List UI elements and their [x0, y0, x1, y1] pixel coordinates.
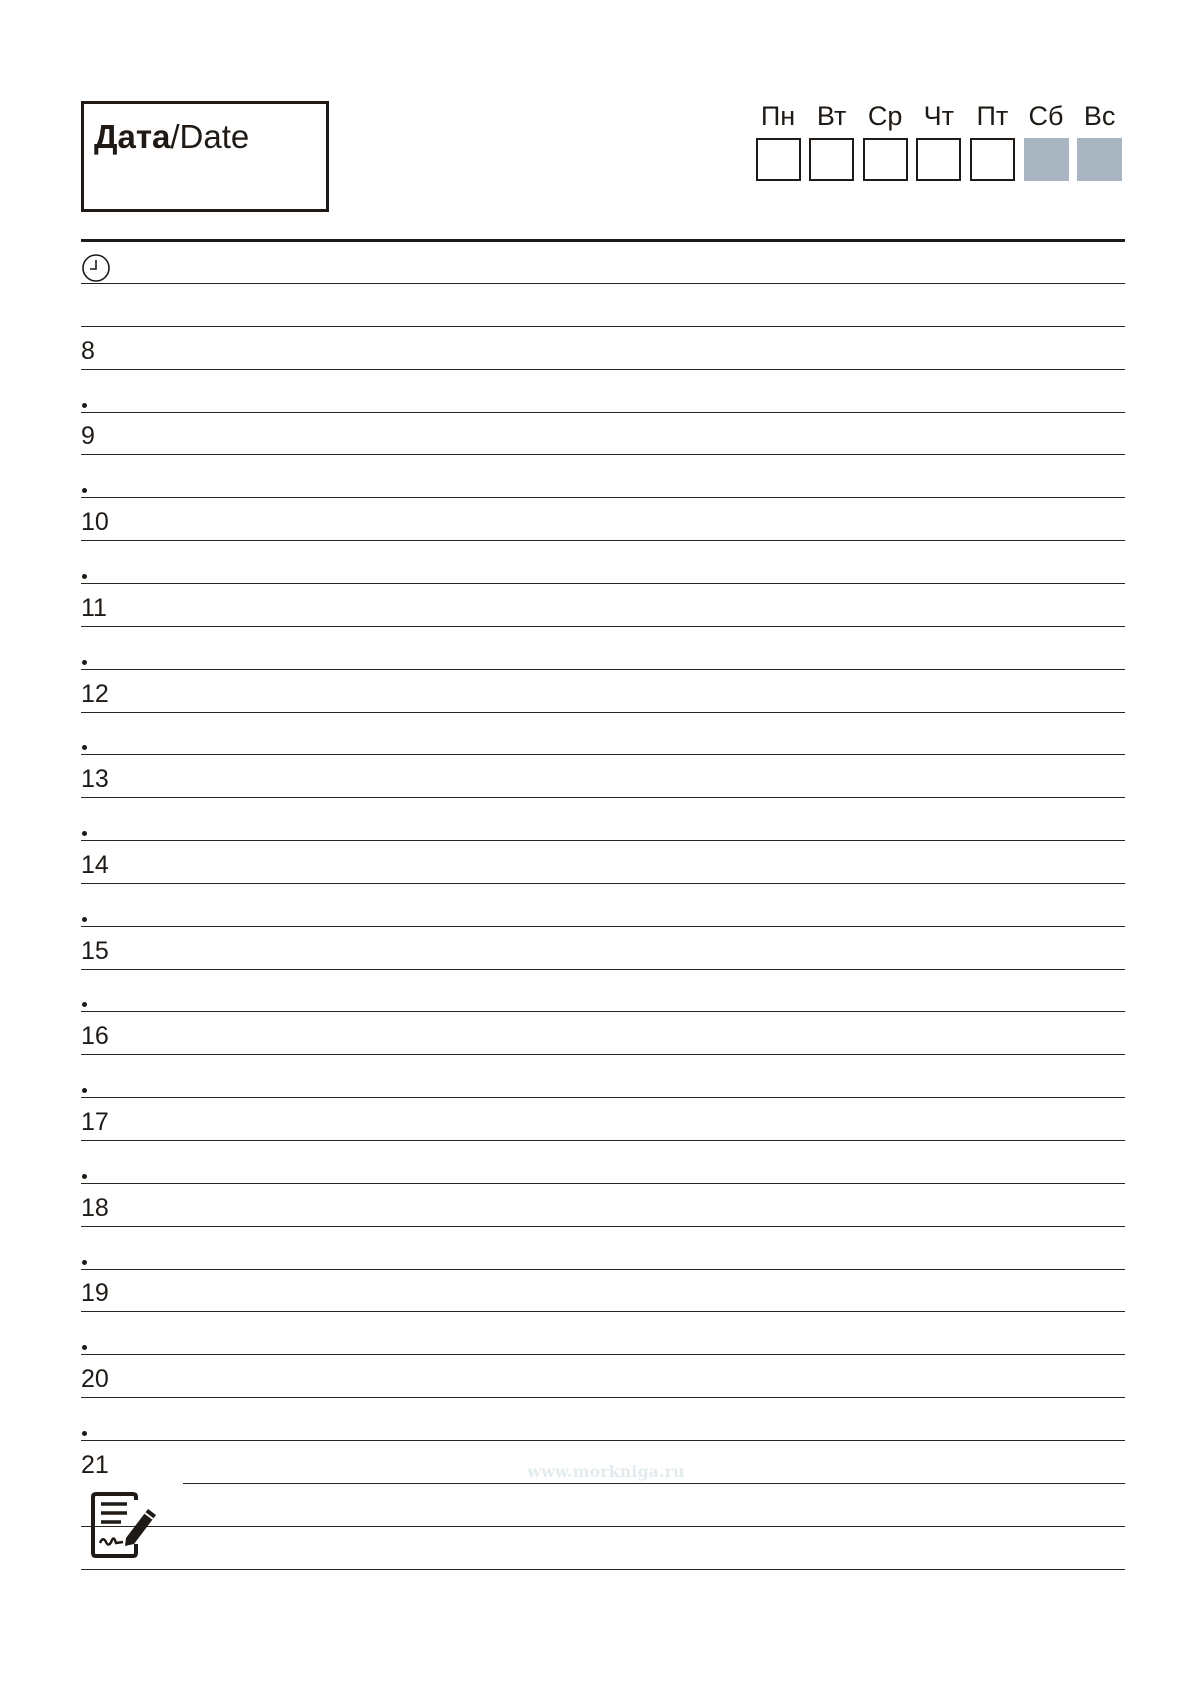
- hour-label: 15: [81, 937, 109, 965]
- schedule-line[interactable]: [81, 969, 1125, 970]
- schedule-line[interactable]: [81, 1226, 1125, 1227]
- half-hour-dot: [82, 574, 87, 579]
- hour-label: 17: [81, 1108, 109, 1136]
- watermark: www.morkniga.ru: [527, 1462, 685, 1481]
- schedule-line[interactable]: [81, 454, 1125, 455]
- weekday-checkbox[interactable]: [1024, 138, 1069, 181]
- notes-line[interactable]: [183, 1483, 1125, 1484]
- date-label-en: /Date: [170, 118, 250, 155]
- schedule-line[interactable]: [81, 712, 1125, 713]
- schedule-line[interactable]: [81, 926, 1125, 927]
- half-hour-dot: [82, 1345, 87, 1350]
- hour-label: 19: [81, 1279, 109, 1307]
- hour-label: 10: [81, 508, 109, 536]
- weekday-label: Пн: [760, 101, 796, 131]
- schedule-line[interactable]: [81, 1440, 1125, 1441]
- schedule-line[interactable]: [81, 883, 1125, 884]
- half-hour-dot: [82, 1088, 87, 1093]
- half-hour-dot: [82, 403, 87, 408]
- weekday-label: Чт: [923, 101, 954, 131]
- weekday-label: Вт: [816, 101, 847, 131]
- clock-icon: [81, 253, 111, 283]
- half-hour-dot: [82, 745, 87, 750]
- notes-line[interactable]: [81, 1569, 1125, 1570]
- hour-label: 20: [81, 1365, 109, 1393]
- weekday-2: [809, 96, 855, 181]
- weekday-label: Вс: [1083, 101, 1116, 131]
- half-hour-dot: [82, 1174, 87, 1179]
- schedule-line[interactable]: [81, 1311, 1125, 1312]
- schedule-line[interactable]: [81, 1140, 1125, 1141]
- weekday-checkbox[interactable]: [809, 138, 854, 181]
- half-hour-dot: [82, 488, 87, 493]
- schedule-line[interactable]: [81, 1097, 1125, 1098]
- date-title: [94, 118, 249, 156]
- half-hour-dot: [82, 1431, 87, 1436]
- hour-label: 8: [81, 337, 95, 365]
- hour-label: 16: [81, 1022, 109, 1050]
- weekday-label: Пт: [976, 101, 1009, 131]
- notes-line[interactable]: [81, 1526, 1125, 1527]
- schedule-line[interactable]: [81, 326, 1125, 327]
- hour-label: 11: [81, 594, 107, 622]
- weekday-checkbox[interactable]: [970, 138, 1015, 181]
- weekday-checkbox[interactable]: [756, 138, 801, 181]
- weekday-4: [916, 96, 962, 181]
- hour-label: 18: [81, 1194, 109, 1222]
- weekday-3: [862, 96, 908, 181]
- schedule-line[interactable]: [81, 369, 1125, 370]
- half-hour-dot: [82, 660, 87, 665]
- hour-label: 21: [81, 1451, 109, 1479]
- schedule-line[interactable]: [81, 283, 1125, 284]
- half-hour-dot: [82, 831, 87, 836]
- schedule-line[interactable]: [81, 1354, 1125, 1355]
- schedule-line[interactable]: [81, 1011, 1125, 1012]
- schedule-line[interactable]: [81, 1397, 1125, 1398]
- schedule-line[interactable]: [81, 626, 1125, 627]
- hour-label: 12: [81, 680, 109, 708]
- schedule-line[interactable]: [81, 840, 1125, 841]
- weekday-label: Сб: [1028, 101, 1064, 131]
- half-hour-dot: [82, 917, 87, 922]
- schedule-line[interactable]: [81, 1269, 1125, 1270]
- date-label-ru: Дата: [94, 118, 171, 155]
- hour-label: 9: [81, 422, 95, 450]
- weekday-checkbox[interactable]: [916, 138, 961, 181]
- schedule-line[interactable]: [81, 797, 1125, 798]
- weekday-label: Ср: [867, 101, 903, 131]
- schedule-line[interactable]: [81, 754, 1125, 755]
- schedule-line[interactable]: [81, 1054, 1125, 1055]
- weekday-1: [755, 96, 801, 181]
- schedule-line[interactable]: [81, 1183, 1125, 1184]
- weekday-selector: [755, 96, 1123, 188]
- weekday-5: [969, 96, 1015, 181]
- schedule-line[interactable]: [81, 669, 1125, 670]
- half-hour-dot: [82, 1260, 87, 1265]
- half-hour-dot: [82, 1002, 87, 1007]
- schedule-line[interactable]: [81, 497, 1125, 498]
- schedule-line[interactable]: [81, 412, 1125, 413]
- schedule-line[interactable]: [81, 583, 1125, 584]
- weekday-7: [1077, 96, 1123, 181]
- weekday-checkbox[interactable]: [863, 138, 908, 181]
- weekday-6: [1023, 96, 1069, 181]
- weekday-checkbox[interactable]: [1077, 138, 1122, 181]
- hour-label: 14: [81, 851, 109, 879]
- hour-label: 13: [81, 765, 109, 793]
- notes-icon: [90, 1492, 160, 1558]
- schedule-line[interactable]: [81, 540, 1125, 541]
- header-divider: [81, 239, 1125, 242]
- date-box[interactable]: [81, 101, 329, 212]
